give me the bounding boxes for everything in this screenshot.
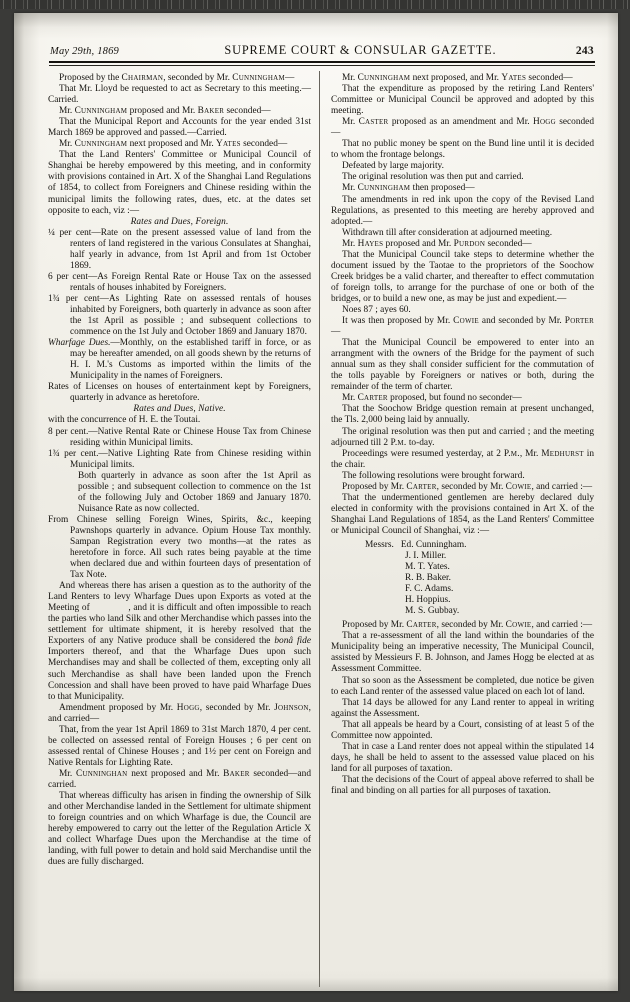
soochow-bridge-text: That the Soochow Bridge question remain at present unchanged, the Tls. 2,000 being laid by annually. [331,404,594,426]
paragraph: Mr. Hayes proposed and Mr. Purdon seconded— [342,238,532,249]
native-rates-note: Both quarterly in advance as soon after the 1st April as possible ; and subsequent collection to commence on the 1st of the following July and October 1869 and January 1870. Nuisance Rate as now collected. [78,470,311,514]
proper-name: Yates [216,139,241,150]
wharfage-dues-text: —Monthly, on the established tariff in force, or as may be hereafter amended, on all goods shewn by the returns of H. I. M.'s Customs as imported within the limits of the Municipality in the names of Foreigners. [70,338,311,382]
proper-name: Medhurst [541,448,584,459]
proper-name: Baker [223,768,250,779]
roster-row: M. T. Yates. [405,562,450,573]
rate-entry: ¼ per cent—Rate on the present assessed value of land from the renters of land registered in the various Consulates at Shanghai, half yearly in advance, from 1st April and from 1st October 1869. [48,227,311,271]
bona-fide-italic: bonâ fide [274,636,311,647]
no-appeal-text: That in case a Land renter does not appeal within the stipulated 14 days, he shall be held to assent to the assessed value placed on his land for all purposes of taxation. [331,741,594,774]
whereas-paragraph [48,581,311,703]
paragraph: Mr. Cunningham then proposed— [342,183,475,194]
proper-name: Carter [357,393,388,404]
proper-name: Cowie [505,620,532,631]
paragraph: That the Land Renters' Committee or Municipal Council of Shanghai be hereby empowered by this meeting, and in conformity with provisions contained in Art. X of the Shanghai Land Regulations of 1854, to collect from Foreigners and Chinese residing within the municipal limits the following rates, dues, etc. at the dates set opposite to each, viz :— [48,150,311,216]
proper-name: Purdon [453,238,486,249]
whereas-part-1: And whereas there has arisen a question as to the authority of the Land Renters to levy Wharfage Dues upon Exports as voted at the Meeting of [48,581,311,614]
newspaper-page-sheet [14,13,618,991]
roster-row: M. S. Gubbay. [405,606,460,617]
vote-tally: Noes 87 ; ayes 60. [342,304,411,315]
proper-name: Cunningham [232,73,285,83]
elected-committee-text: That the undermentioned gentlemen are hereby declared duly elected in conformity with the provisions contained in Art X. of the Shanghai Land Regulations of 1854, as the Land Renters' Committee or Municipal Council of Shanghai, viz :— [331,492,594,536]
carter-proposal-intro-1: Proposed by Mr. Carter, seconded by Mr. Cowie, and carried :— [342,481,593,492]
carter-no-seconder: Mr. Carter proposed, but found no seconder— [342,393,522,404]
subheading-rates-native: Rates and Dues, Native. [133,404,226,415]
columns-container [48,73,596,868]
amendment-text: That, from the year 1st April 1869 to 31st March 1870, 4 per cent. be collected on assessed rental of Foreign Houses ; 6 per cent on assessed rental of Chinese Houses ; and 1½ per cent on Foreign and Native Rentals for Lighting Rate. [48,724,311,768]
committee-roster [331,540,594,617]
paragraph: That the Municipal Report and Accounts for the year ended 31st March 1869 be approved and passed.—Carried. [48,117,311,139]
paragraph: Mr. Cunningham proposed and Mr. Baker seconded— [59,106,271,117]
proper-name: Johnson [274,702,309,713]
withdrawn-note: Withdrawn till after consideration at adjourned meeting. [342,227,553,238]
cowie-proposal-intro: It was then proposed by Mr. Cowie and seconded by Mr. Porter— [331,316,594,338]
rate-entry: 6 per cent—As Foreign Rental Rate or House Tax on the assessed rentals of houses inhabited by Foreigners. [48,271,311,293]
paragraph: That Mr. Lloyd be requested to act as Secretary to this meeting.—Carried. [48,84,311,106]
proper-name: Cunningham [74,139,128,150]
page-number: 243 [575,45,594,57]
column-divider-rule [319,71,320,987]
proper-name: Hayes [357,238,384,249]
defeated-note: Defeated by large majority. [342,161,444,172]
paragraph: The original resolution was then put and carried. [342,172,524,183]
paragraph: The amendments in red ink upon the copy of the Revised Land Regulations, as presented to this meeting are hereby approved and adopted.— [331,194,594,227]
proper-name: Cowie [505,481,532,492]
paragraph: Mr. Cunningham next proposed, and Mr. Yates seconded— [342,73,573,83]
adjournment-note: The original resolution was then put and carried ; and the meeting adjourned till 2 P.m. to-day. [331,426,594,448]
left-column [48,73,320,868]
roster-row [365,540,594,551]
cunningham-next-proposal: Mr. Cunninghan next proposed and Mr. Baker seconded—and carried. [48,768,312,790]
proper-name: P.m. [503,448,520,459]
header-rule-thick [49,61,595,63]
proper-name: Carter [406,481,437,492]
proper-name: Cunninghan [75,768,128,779]
proper-name: Caster [358,117,389,128]
proper-name: Porter [564,316,594,327]
proper-name: Baker [197,106,225,117]
proper-name: Cunningham [357,183,411,194]
licenses-entry: Rates of Licenses on houses of entertainment kept by Foreigners, quarterly in advance as heretofore. [48,382,311,404]
page-content [48,43,596,973]
assessment-notice-text: That so soon as the Assessment be completed, due notice be given to each Land renter of the assessed value placed on each lot of land. [331,675,594,697]
subheading-rates-foreign: Rates and Dues, Foreign. [130,216,229,227]
paragraph: That the Municipal Council take steps to determine whether the document issued by the Taotae to the proprietors of the Soochow Creek bridges be a valid charter, and thereafter to effect commutation of foreign tolls, to arrange for the purchase of one or both of the bridges, or to build a new one, as may be just and expedient.— [331,249,594,304]
roster-row: H. Hoppius. [405,595,451,606]
whereas-blank-gap [90,603,129,613]
proper-name: Chairman [121,73,164,83]
paragraph: Proposed by the Chairman, seconded by Mr. Cunningham— [59,73,295,83]
cowie-proposal-text: That the Municipal Council be empowered to enter into an arrangment with the owners of the Bridge for the payment of such annual sum as they shall consider sufficient for the commutation of the tolls payable by Foreigners or natives or both, during the remainder of the term of charter. [331,338,594,393]
appeals-court-text: That all appeals be heard by a Court, consisting of at least 5 of the Committee now appointed. [331,719,594,741]
masthead-date: May 29th, 1869 [50,46,119,57]
roster-row: J. I. Miller. [405,551,447,562]
proper-name: P.m. [390,437,407,448]
reassessment-text: That a re-assessment of all the land within the boundaries of the Municipality being an imperative necessity, The Municipal Council, assisted by Messieurs F. B. Johnson, and James Hogg be elected at as Assessment Committee. [331,631,594,675]
right-column [320,73,594,868]
proper-name: Yates [501,73,527,83]
proper-name: Cowie [453,316,479,327]
masthead [50,43,594,58]
rate-entry: 1¾ per cent—As Lighting Rate on assessed rentals of houses inhabited by Foreigners, both quarterly in advance as soon after the 1st April as possible ; and subsequent collections to commence on the 1st July and October 1869 and January 1870. [48,293,311,338]
proper-name: Cunningham [357,73,411,83]
paragraph: Mr. Cunningham next proposed and Mr. Yates seconded— [59,139,288,150]
amendment-intro: Amendment proposed by Mr. Hogg, seconded by Mr. Johnson, and carried— [48,702,312,724]
whereas-part-3: Importers thereof, and that the Wharfage Dues upon such Merchandises may and shall be collected of them, excepting only all such Merchandise as shall have been landed upon the French Concession and shall have been proved to have paid Wharfage Dues to that Municipality. [48,647,311,702]
proper-name: Cunningham [74,106,128,117]
page-edge-shadow-right [598,13,618,991]
proper-name: Hogg [532,117,556,128]
proper-name: Hogg [176,702,200,713]
whereas-part-2: , and it is difficult and often impossible to reach the parties who land Silk and other Merchandise which passes into the settlement for ultimate shipment, it is hereby resolved that the Exporters of any Native produce shall be considered the [48,603,311,647]
native-concurrence-note: with the concurrence of H. E. the Toutai. [48,415,201,426]
rate-entry: 8 per cent.—Native Rental Rate or Chinese House Tax from Chinese residing within Municipal limits. [48,426,311,448]
difficulty-resolution: That whereas difficulty has arisen in finding the ownership of Silk and other Merchandise landed in the Settlement for ultimate shipment to foreign countries and on which Wharfage is due, the Council are hereby empowered to carry out the letter of the Regulation Article X and collect Wharfage Dues upon the Merchandise at the time of landing, with full power to detain and hold said Merchandise until the dues are fully discharged. [48,791,311,868]
roster-name: Ed. Cunningham. [400,539,467,550]
rate-entry: 1¾ per cent.—Native Lighting Rate from Chinese residing within Municipal limits. [48,448,311,470]
wharfage-dues-entry [48,338,311,382]
roster-row: F. C. Adams. [405,584,454,595]
decisions-final-text: That the decisions of the Court of appeal above referred to shall be final and binding on all parties for all purposes of taxation. [331,774,594,796]
page-edge-shadow-left [14,13,48,991]
paragraph: That no public money be spent on the Bund line until it is decided to whom the frontage belongs. [331,139,594,161]
following-resolutions: The following resolutions were brought forward. [342,470,525,481]
masthead-title: SUPREME COURT & CONSULAR GAZETTE. [224,43,497,57]
carter-proposal-intro-2: Proposed by Mr. Carter, seconded by Mr. Cowie, and carried :— [342,620,593,631]
appeal-period-text: That 14 days be allowed for any Land renter to appeal in writing against the Assessment. [331,697,594,719]
wharfage-dues-lead: Wharfage Dues. [48,338,111,349]
header-rule-thin [49,65,595,66]
proper-name: Carter [406,620,437,631]
proceedings-resumed: Proceedings were resumed yesterday, at 2 P.m., Mr. Medhurst in the chair. [331,448,595,470]
page-edge-shadow-top [14,13,618,39]
paragraph: That the expenditure as proposed by the retiring Land Renters' Committee or Municipal Council be approved and adopted by this meeting. [331,84,594,117]
paragraph: Mr. Caster proposed as an amendment and Mr. Hogg seconded— [331,117,595,139]
scan-noise-band [0,0,630,9]
roster-label: Messrs. [365,539,394,550]
chinese-selling-entry: From Chinese selling Foreign Wines, Spirits, &c., keeping Pawnshops quarterly in advance. Opium House Tax monthly. Sampan Registration every two months—at the rates as heretofore in force. All such rates being payable at the time when declared due and within fourteen days of presentation of Tax Note. [48,514,311,581]
roster-row: R. B. Baker. [405,573,451,584]
